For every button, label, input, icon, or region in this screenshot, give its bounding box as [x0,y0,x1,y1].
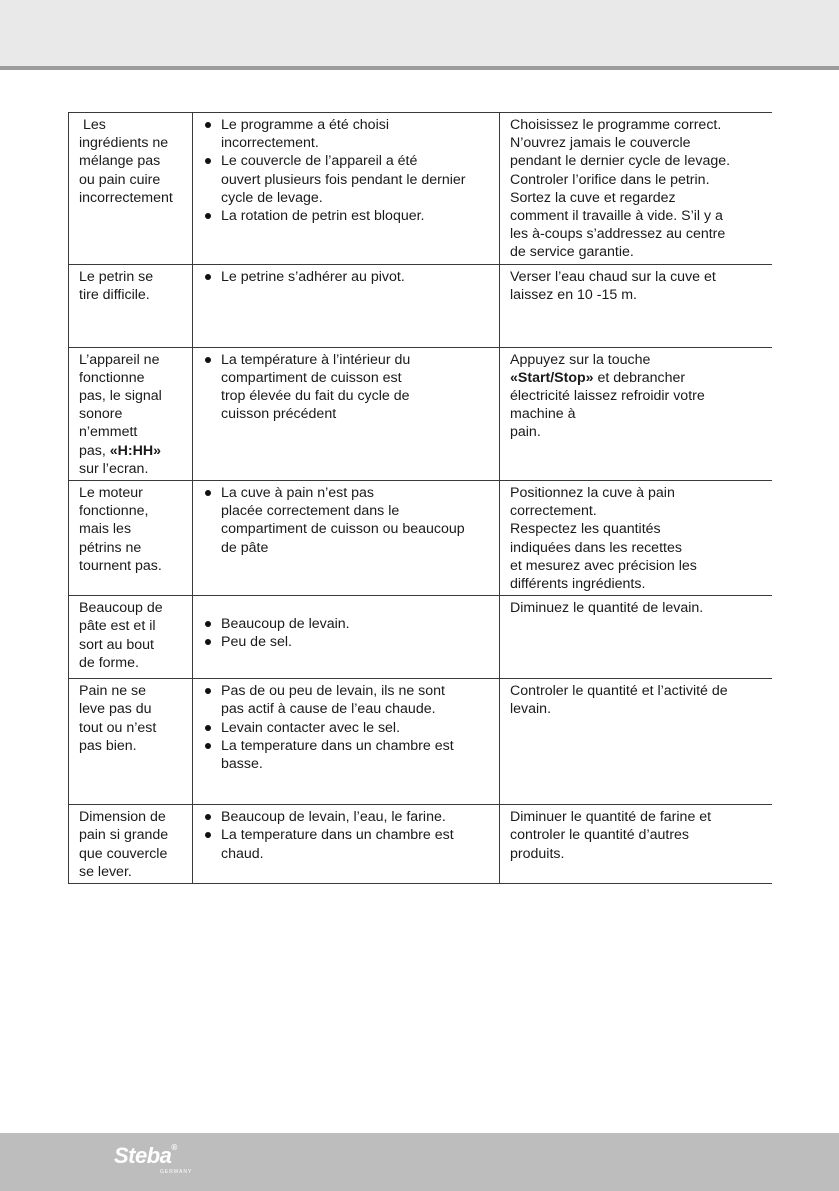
problem-line: pain si grande [79,827,169,844]
solution-line: les à-coups s’addressez au centre [510,226,726,243]
cause-cell [193,113,500,265]
page-header-band [0,0,839,70]
problem-line: pas, le signal [79,388,162,405]
problem-cell [69,596,193,679]
cause-line: Pas de ou peu de levain, ils ne sont [221,683,446,700]
table-row [69,264,773,347]
problem-cell [69,113,193,265]
cause-line: La température à l’intérieur du [221,351,411,368]
cause-item [203,484,491,557]
solution-cell [500,264,773,347]
problem-line: mais les [79,521,132,538]
problem-line: sur l’ecran. [79,460,149,477]
solution-line: produits. [510,845,565,862]
solution-line: correctement. [510,503,597,520]
problem-line: Le petrin se [79,268,154,285]
cause-line: Peu de sel. [221,634,292,651]
cause-list [203,484,491,557]
cause-list [203,351,491,424]
cause-item [203,737,491,773]
solution-line: Sortez la cuve et regardez [510,189,676,206]
cause-cell [193,481,500,596]
problem-cell [69,264,193,347]
problem-line: pas, [79,442,110,459]
cause-list [203,615,491,651]
problem-line: Beaucoup de [79,600,163,617]
problem-line: Le moteur [79,485,143,502]
cause-cell [193,264,500,347]
solution-cell [500,113,773,265]
solution-cell [500,679,773,805]
steba-logo-subtitle: GERMANY [160,1169,193,1175]
problem-line: tout ou n’est [79,719,157,736]
cause-item [203,682,491,718]
page-footer-band [0,1133,839,1191]
solution-cell [500,805,773,884]
cause-line: La rotation de petrin est bloquer. [221,208,425,225]
cause-item [203,207,491,225]
problem-line: pétrins ne [79,539,142,556]
solution-line: Choisissez le programme correct. [510,117,722,133]
cause-line: Beaucoup de levain. [221,616,350,633]
solution-line [510,369,764,387]
cause-item [203,615,491,633]
cause-line: pas actif à cause de l’eau chaude. [221,701,436,718]
display-code: «H:HH» [109,442,162,459]
cause-list [203,808,491,863]
solution-cell [500,347,773,480]
solution-line: indiquées dans les recettes [510,539,682,556]
cause-line: compartiment de cuisson est [221,369,402,386]
solution-line: de service garantie. [510,244,634,261]
cause-item [203,633,491,651]
problem-line: ingrédients ne [79,135,169,152]
table-row [69,596,773,679]
problem-line: fonctionne, [79,503,149,520]
problem-cell [69,347,193,480]
cause-line: trop élevée du fait du cycle de [221,388,410,405]
cause-line: basse. [221,756,263,773]
cause-line: La temperature dans un chambre est [221,737,454,754]
cause-line: chaud. [221,845,264,862]
cause-item [203,351,491,424]
problem-line: leve pas du [79,701,152,718]
steba-logo: Steba® [114,1143,177,1168]
table-row [69,113,773,265]
cause-item [203,719,491,737]
start-stop-key-label: «Start/Stop» [510,369,594,386]
cause-line: La temperature dans un chambre est [221,827,454,844]
cause-cell [193,347,500,480]
cause-line: cycle de levage. [221,189,323,206]
problem-line: tire difficile. [79,286,150,303]
problem-cell [69,805,193,884]
solution-line: Verser l’eau chaud sur la cuve et [510,268,716,285]
cause-cell [193,805,500,884]
cause-item [203,268,491,286]
problem-line: Les [83,117,106,133]
solution-line: électricité laissez refroidir votre [510,388,705,405]
solution-line: Positionnez la cuve à pain [510,485,675,502]
problem-line: ou pain cuire [79,171,161,188]
cause-line: de pâte [221,539,269,556]
solution-line: pendant le dernier cycle de levage. [510,153,731,170]
problem-line: que couvercle [79,845,168,862]
solution-line: N’ouvrez jamais le couvercle [510,135,691,152]
problem-line: mélange pas [79,153,161,170]
solution-line: machine à [510,406,576,423]
cause-cell [193,596,500,679]
cause-line: Le couvercle de l’appareil a été [221,153,418,170]
cause-item [203,116,491,152]
table-row [69,805,773,884]
solution-line: différents ingrédients. [510,576,646,593]
solution-line: controler le quantité d’autres [510,827,690,844]
cause-list [203,682,491,773]
cause-line: Le programme a été choisi [221,117,389,133]
solution-line: laissez en 10 -15 m. [510,286,637,303]
solution-line: comment il travaille à vide. S’il y a [510,208,723,225]
solution-line: levain. [510,701,552,718]
cause-line: placée correctement dans le [221,503,400,520]
problem-line: L’appareil ne [79,351,160,368]
cause-cell [193,679,500,805]
cause-line: Levain contacter avec le sel. [221,719,401,736]
cause-item [203,808,491,826]
problem-line: n’emmett [79,424,138,441]
solution-line: Respectez les quantités [510,521,661,538]
cause-item [203,826,491,862]
table-row [69,347,773,480]
table-row [69,679,773,805]
solution-line: Controler le quantité et l’activité de [510,683,728,700]
solution-line: Diminuez le quantité de levain. [510,600,704,617]
solution-line: pain. [510,424,541,441]
problem-line: sort au bout [79,636,154,653]
cause-list [203,268,491,286]
cause-line: La cuve à pain n’est pas [221,485,375,502]
problem-line: de forme. [79,654,139,671]
problem-line: se lever. [79,863,132,880]
solution-cell [500,596,773,679]
problem-line: tournent pas. [79,557,162,574]
problem-cell [69,481,193,596]
cause-list [203,116,491,225]
cause-line: Le petrine s’adhérer au pivot. [221,268,405,285]
table-row [69,481,773,596]
cause-line: compartiment de cuisson ou beaucoup [221,521,465,538]
troubleshooting-table [68,112,772,884]
problem-line: pas bien. [79,737,137,754]
solution-line: Controler l’orifice dans le petrin. [510,171,710,188]
problem-line: Dimension de [79,809,166,826]
cause-line: cuisson précédent [221,406,337,423]
solution-line: Diminuer le quantité de farine et [510,809,712,826]
cause-line: incorrectement. [221,135,319,152]
cause-line: ouvert plusieurs fois pendant le dernier [221,171,466,188]
problem-line: sonore [79,406,123,423]
cause-item [203,152,491,207]
solution-line-tail: et debrancher [593,369,686,386]
cause-line: Beaucoup de levain, l’eau, le farine. [221,809,446,826]
problem-line: fonctionne [79,369,145,386]
problem-cell [69,679,193,805]
solution-line: et mesurez avec précision les [510,557,697,574]
solution-line: Appuyez sur la touche [510,351,651,368]
problem-line: Pain ne se [79,683,147,700]
problem-line: incorrectement [79,189,173,206]
solution-cell [500,481,773,596]
problem-line: pâte est et il [79,618,156,635]
